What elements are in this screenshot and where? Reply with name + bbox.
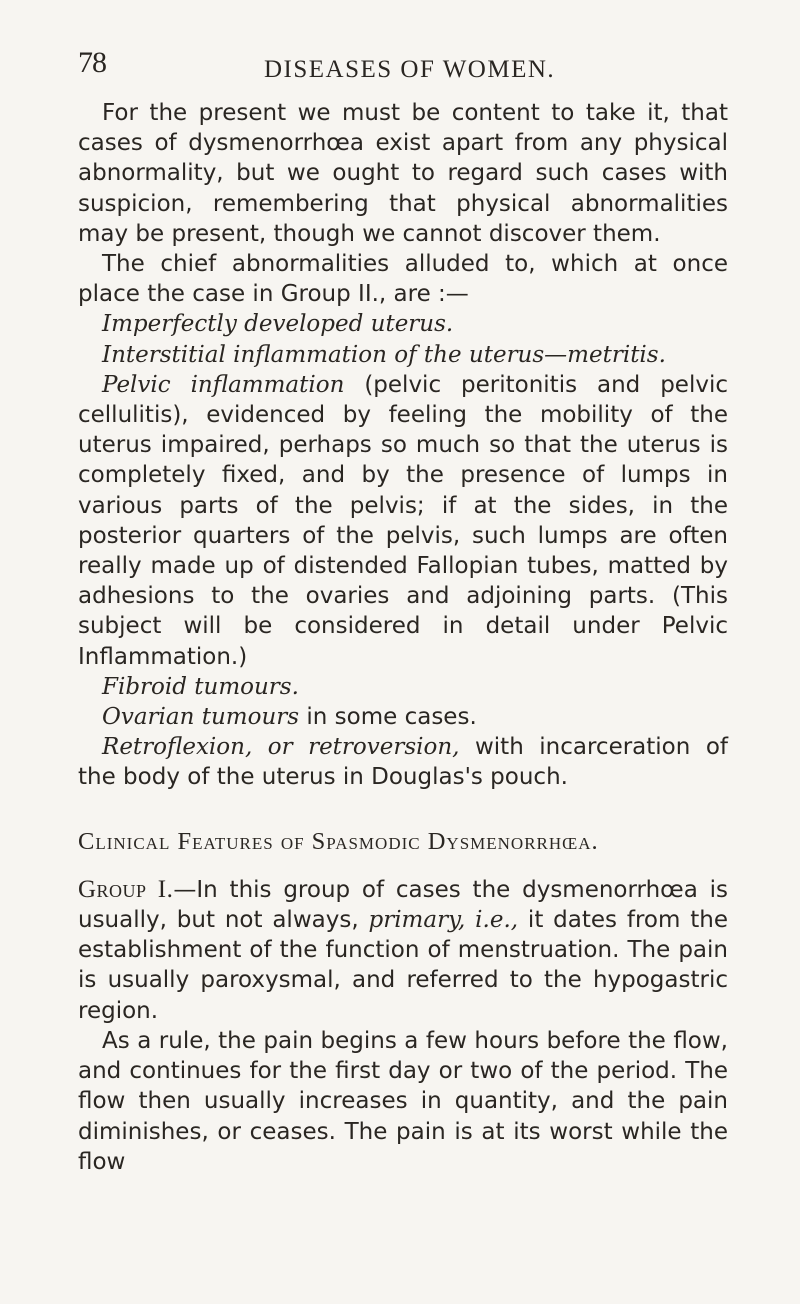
section-heading: Clinical Features of Spasmodic Dysmenorrhœa. <box>78 827 599 855</box>
page-number: 78 <box>78 46 106 79</box>
paragraph-3-text-b: it dates from the establishment of the function of menstruation. The pain is usually paroxysmal, and referred to the hypogastric region. <box>78 907 728 1024</box>
list-item <box>78 732 728 792</box>
list-item-title: Ovarian tumours <box>102 704 300 731</box>
running-head <box>78 46 718 86</box>
list-item-title: Pelvic inflammation <box>102 371 345 398</box>
list-item-title: Retroflexion, or retroversion, <box>102 734 460 761</box>
list-item-text: with incarceration of the body of the uterus in Douglas's pouch. <box>78 734 728 791</box>
list-item <box>78 340 728 370</box>
list-item-title: Interstitial inflammation of the uterus—metritis. <box>102 341 666 368</box>
list-item <box>78 370 728 672</box>
list-item <box>78 309 728 339</box>
list-item <box>78 672 728 702</box>
paragraph-3-italic: primary, i.e., <box>368 907 519 934</box>
list-item-title: Imperfectly developed uterus. <box>102 311 454 338</box>
paragraph-1: For the present we must be content to take it, that cases of dysmenorrhœa exist apart from any physical abnormality, but we ought to regard such cases with suspicion, remembering that physical abnormalities may be present, though we cannot discover them. <box>78 100 728 247</box>
list-item-text: in some cases. <box>299 704 477 731</box>
body-text <box>78 98 728 1177</box>
paragraph-2: The chief abnormalities alluded to, which at once place the case in Group II., are :— <box>78 251 728 308</box>
paragraph-4: As a rule, the pain begins a few hours before the flow, and continues for the first day or two of the period. The flow then usually increases in quantity, and the pain diminishes, or ceases. The pain is at its worst while the flow <box>78 1027 728 1175</box>
running-title: DISEASES OF WOMEN. <box>264 56 556 83</box>
paragraph-3-text-a: —In this group of cases the dysmenorrhœa is usually, but not always, <box>78 876 728 934</box>
group-label: Group I. <box>78 875 174 903</box>
list-item-title: Fibroid tumours. <box>102 673 299 700</box>
list-item-text: (pelvic peritonitis and pelvic cellulitis), evidenced by feeling the mobility of the uterus impaired, perhaps so much so that the uterus is completely fixed, and by the presence of lumps in various parts of the pelvis; if at the sides, in the posterior quarters of the pelvis, such lumps are often really made up of distended Fallopian tubes, matted by adhesions to the ovaries and adjoining parts. (This subject will be considered in detail under Pelvic Inflammation.) <box>78 371 728 670</box>
paragraph-3 <box>78 875 728 1026</box>
list-item <box>78 702 728 732</box>
